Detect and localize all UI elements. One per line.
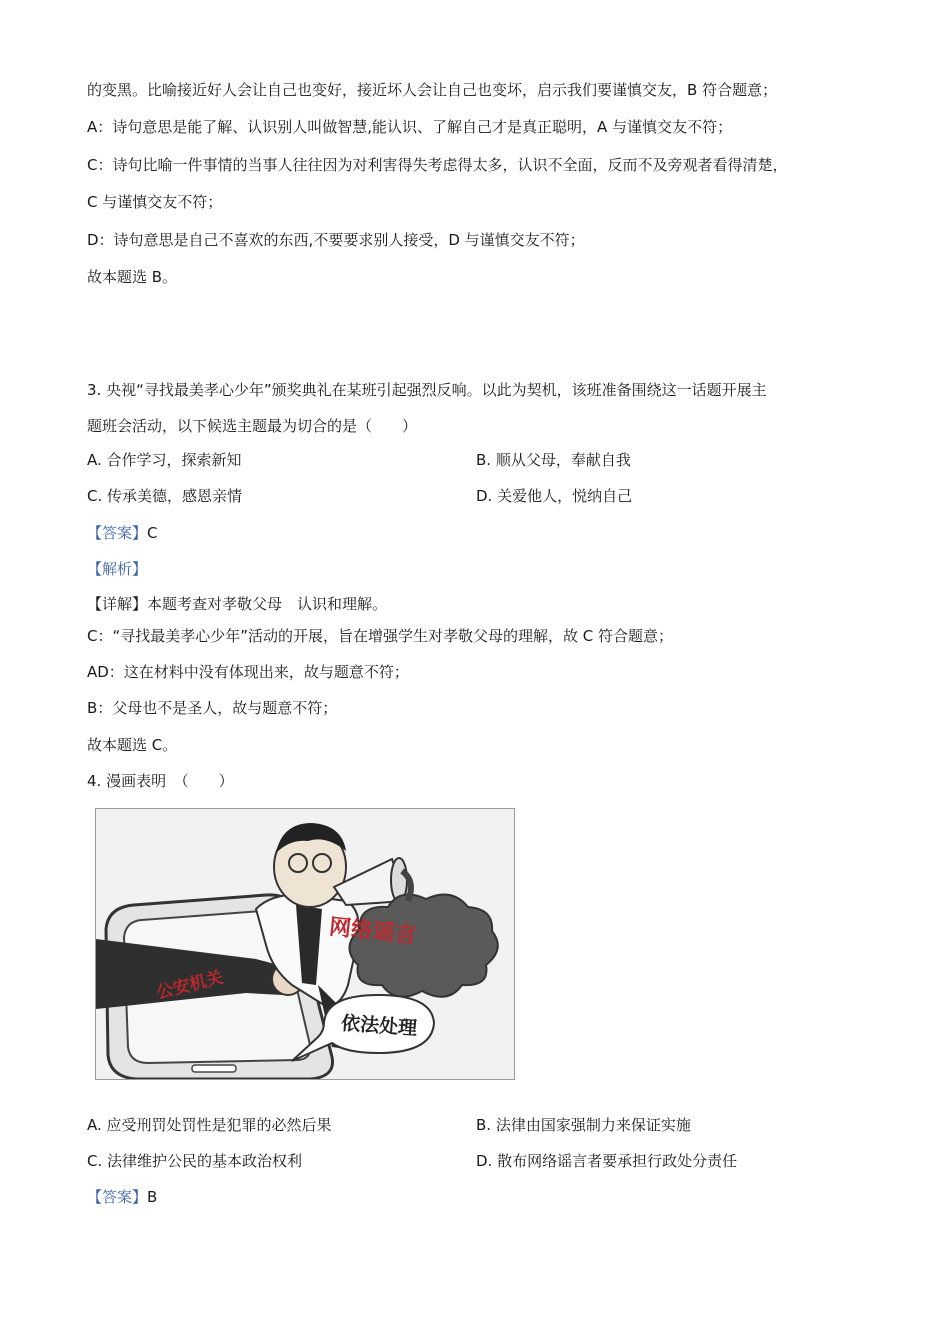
detail-text: 本题考查对孝敬父母 认识和理解。 <box>147 595 388 613</box>
rumor-cloud <box>349 895 497 997</box>
cloud-label: 网络谣言 <box>327 914 419 949</box>
q3-option-a: A. 合作学习，探索新知 <box>87 451 242 469</box>
q3-analysis-tag: 【解析】 <box>87 560 148 578</box>
q4-option-b: B. 法律由国家强制力来保证实施 <box>476 1116 691 1134</box>
q4-stem: 4. 漫画表明 （ ） <box>87 772 234 790</box>
arm-label: 公安机关 <box>154 967 226 1004</box>
prev-line-5: D：诗句意思是自己不喜欢的东西,不要要求别人接受，D 与谨慎交友不符； <box>87 231 585 249</box>
q3-stem-line-2: 题班会活动，以下候选主题最为切合的是（ ） <box>87 417 418 435</box>
prev-line-2: A：诗句意思是能了解、认识别人叫做智慧,能认识、了解自己才是真正聪明，A 与谨慎交友不符； <box>87 118 733 136</box>
answer-value: C <box>147 524 158 542</box>
q3-option-c: C. 传承美德，感恩亲情 <box>87 487 243 505</box>
q3-detail <box>87 594 387 614</box>
q3-conclusion: 故本题选 C。 <box>87 736 178 754</box>
q3-explain-3: B：父母也不是圣人，故与题意不符； <box>87 699 338 717</box>
q3-stem-line-1: 3. 央视“寻找最美孝心少年”颁奖典礼在某班引起强烈反响。以此为契机，该班准备围绕这一话题开展主 <box>87 381 767 399</box>
q3-option-b: B. 顺从父母，奉献自我 <box>476 451 631 469</box>
q4-option-a: A. 应受刑罚处罚性是犯罪的必然后果 <box>87 1116 332 1134</box>
q4-answer <box>87 1187 157 1207</box>
phone-button <box>192 1065 236 1072</box>
answer-tag: 【答案】 <box>87 524 148 542</box>
prev-line-4: C 与谨慎交友不符； <box>87 193 223 211</box>
q3-answer <box>87 523 158 543</box>
q3-explain-1: C：“寻找最美孝心少年”活动的开展，旨在增强学生对孝敬父母的理解，故 C 符合题意； <box>87 627 674 645</box>
q4-option-c: C. 法律维护公民的基本政治权利 <box>87 1152 303 1170</box>
q3-option-d: D. 关爱他人，悦纳自己 <box>476 487 633 505</box>
prev-line-3: C：诗句比喻一件事情的当事人往往因为对利害得失考虑得太多，认识不全面，反而不及旁观者看得清楚， <box>87 156 788 174</box>
prev-line-1: 的变黑。比喻接近好人会让自己也变好，接近坏人会让自己也变坏，启示我们要谨慎交友，B 符合题意； <box>87 81 778 99</box>
answer-tag: 【答案】 <box>87 1188 148 1206</box>
q3-explain-2: AD：这在材料中没有体现出来，故与题意不符； <box>87 663 409 681</box>
q4-option-d: D. 散布网络谣言者要承担行政处分责任 <box>476 1152 738 1170</box>
cartoon-illustration <box>95 808 515 1080</box>
cartoon-drawing <box>96 809 514 1079</box>
bubble-label: 依法处理 <box>340 1012 418 1040</box>
prev-conclusion: 故本题选 B。 <box>87 268 178 286</box>
detail-tag: 【详解】 <box>87 595 148 613</box>
answer-value: B <box>147 1188 158 1206</box>
